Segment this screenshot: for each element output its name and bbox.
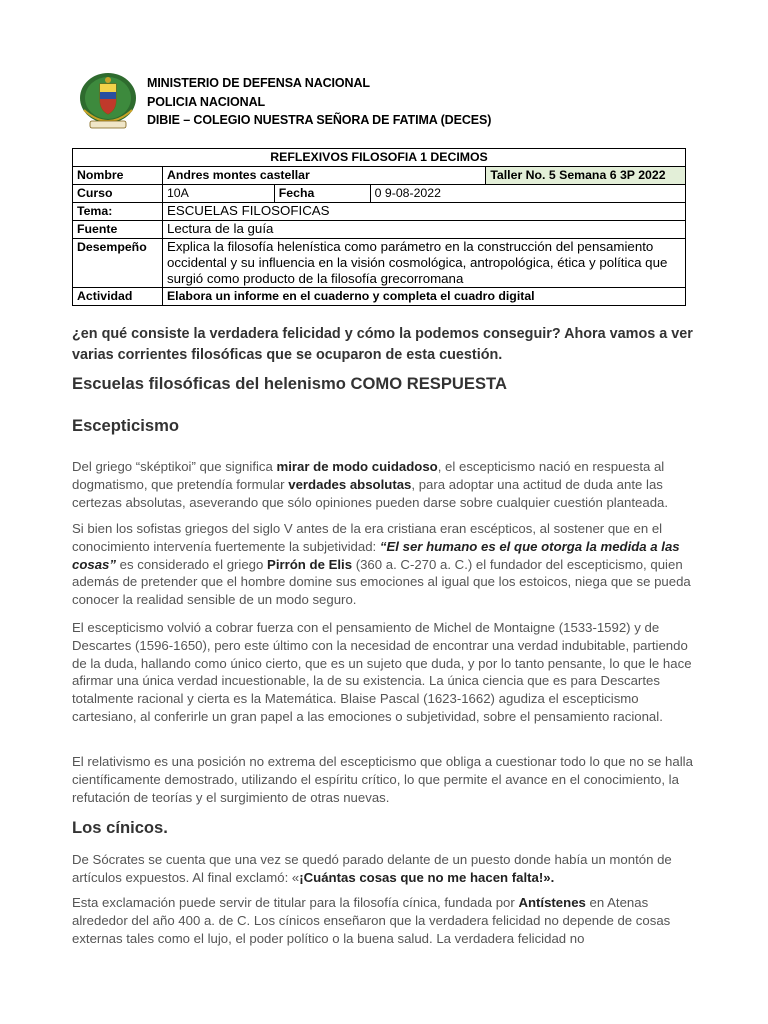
curso-label: Curso [73, 185, 163, 203]
taller-badge: Taller No. 5 Semana 6 3P 2022 [486, 167, 686, 185]
worksheet-info-table [72, 148, 686, 306]
actividad-label: Actividad [73, 288, 163, 306]
p2-quote: “El ser humano es el que otorga la medida a las cosas” [72, 538, 680, 572]
p2-text-c: es considerado el griego [116, 556, 268, 572]
paragraph-escepticismo-3: El escepticismo volvió a cobrar fuerza con el pensamiento de Michel de Montaigne (1533-1592) y de Descartes (1596-1650), pero este último con la necesidad de encontrar una verdad indubitable, partiendo de la duda, hallando como único cierto, que es un sujeto que duda, y por lo tanto pensante, lo que le hace afirmar una única verdad incuestionable, la de su existencia. La única ciencia que es para Descartes totalmente racional y cierta es la Matemática. Blaise Pascal (1623-1662) agudiza el escepticismo cartesiano, al conferirle un gran papel a las emociones o subjetividad, sobre el pensamiento racional. [72, 620, 692, 724]
fuente-value: Lectura de la guía [162, 221, 685, 239]
policia-crest-logo [78, 70, 138, 132]
p1-bold-b: mirar de modo cuidadoso [276, 459, 438, 474]
header-line-school: DIBIE – COLEGIO NUESTRA SEÑORA DE FATIMA (DECES) [147, 113, 492, 127]
p5-text-c: ». [543, 869, 555, 885]
actividad-value: Elabora un informe en el cuaderno y completa el cuadro digital [162, 288, 685, 306]
section-heading-helenismo: Escuelas filosóficas del helenismo COMO RESPUESTA [72, 374, 507, 393]
institution-header [147, 74, 491, 130]
fuente-label: Fuente [73, 221, 163, 239]
paragraph-escepticismo-2 [72, 520, 698, 609]
p6-text-c: en Atenas alrededor del año 400 a. de C. Los cínicos enseñaron que la verdadera felicidad no depende de cosas externas tales como el lujo, el poder político o la buena salud. La verdadera felicidad no [72, 895, 671, 946]
p1-text-e: , para adoptar una actitud de duda ante las certezas absolutas, aseverando que sólo opiniones pueden darse sobre cualquier cuestión planteada. [72, 476, 669, 510]
p1-text-c: , el escepticismo nació en respuesta al dogmatismo, que pretendía formular [72, 459, 665, 492]
p1-text-a: Del griego “sképtikoi” que significa [72, 459, 277, 474]
desempeno-label: Desempeño [73, 239, 163, 288]
nombre-value: Andres montes castellar [162, 167, 485, 185]
paragraph-cinicos-2 [72, 894, 698, 947]
table-title: REFLEXIVOS FILOSOFIA 1 DECIMOS [73, 149, 686, 167]
p1-bold-d: verdades absolutas [288, 476, 412, 492]
p6-text-a: Esta exclamación puede servir de titular para la filosofía cínica, fundada por [72, 895, 519, 910]
p2-text-e: (360 a. C-270 a. C.) el fundador del escepticismo, quien además de pretender que el hombre domine sus emociones al igual que los estoicos, niega que se pueda conocer la realidad sensible de un modo seguro. [72, 556, 691, 608]
tema-value: ESCUELAS FILOSOFICAS [162, 203, 685, 221]
header-line-ministry: MINISTERIO DE DEFENSA NACIONAL [147, 76, 370, 90]
curso-value: 10A [162, 185, 274, 203]
tema-label: Tema: [73, 203, 163, 221]
fecha-value: 0 9-08-2022 [370, 185, 685, 203]
section-heading-escepticismo: Escepticismo [72, 416, 179, 435]
header-line-police: POLICIA NACIONAL [147, 94, 266, 109]
intro-question: ¿en qué consiste la verdadera felicidad y cómo la podemos conseguir? Ahora vamos a ver varias corrientes filosóficas que se ocuparon de esta cuestión. [72, 326, 693, 363]
paragraph-cinicos-1 [72, 851, 698, 887]
paragraph-escepticismo-1 [72, 458, 698, 511]
section-heading-cinicos: Los cínicos. [72, 818, 168, 837]
paragraph-relativismo: El relativismo es una posición no extrema del escepticismo que obliga a cuestionar todo lo que no se halla científicamente demostrado, utilizando el espíritu crítico, lo que permite el avance en el conocimiento, la refutación de teorías y el surgimiento de otras nuevas. [72, 754, 693, 805]
desempeno-value: Explica la filosofía helenística como parámetro en la construcción del pensamiento occidental y su influencia en la visión cosmológica, antropológica, ética y política que surgió como producto de la filosofía grecorromana [162, 239, 685, 288]
p5-text-a: De Sócrates se cuenta que una vez se quedó parado delante de un puesto donde había un montón de artículos expuestos. Al final exclamó: « [72, 852, 672, 885]
p5-bold-quote: ¡Cuántas cosas que no me hacen falta! [299, 869, 544, 885]
p2-text-a: Si bien los sofistas griegos del siglo V antes de la era cristiana eran escépticos, al sostener que en el conocimiento intervenía fuertemente la subjetividad: [72, 521, 663, 554]
p6-bold-antistenes: Antístenes [518, 895, 586, 910]
p2-bold-pirron: Pirrón de Elis [267, 556, 353, 572]
fecha-label: Fecha [274, 185, 370, 203]
nombre-label: Nombre [73, 167, 163, 185]
